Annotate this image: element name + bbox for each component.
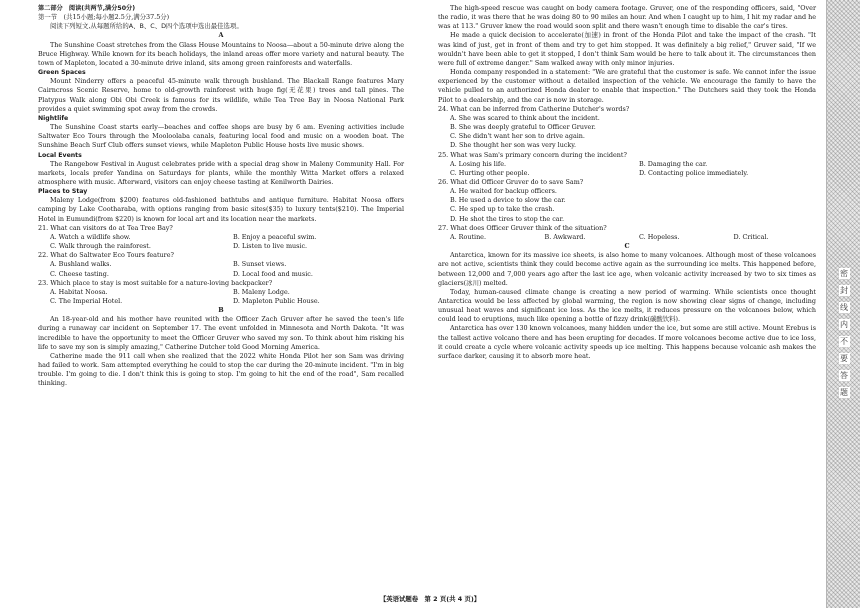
binding-char: 要 <box>840 354 848 363</box>
green-spaces-heading: Green Spaces <box>38 69 86 77</box>
passage-a-intro: The Sunshine Coast stretches from the Glass House Mountains to Noosa—about a 50-minute drive along the Bruce Highway. While known for its beach holidays, the inland areas offer more variety and natural beauty. The town of Mapleton, located a 30-minute drive inland, sits among green rainforests and waterfalls. <box>38 40 404 67</box>
places-to-stay-heading: Places to Stay <box>38 188 88 196</box>
places-to-stay-text: Maleny Lodge(from $200) features old-fashioned bathtubs and antique furniture. Habitat Noosa offers camping by Lake Cootharaba, with options ranging from basic sites($35) to luxury tents($210). The Imperial Hotel in Eumundi(from $220) is known for local art and its location near the markets. <box>38 196 404 223</box>
passage-b-paragraph-3: The high-speed rescue was caught on body camera footage. Gruver, one of the responding officers, said, "Over the radio, it was there that he was doing 80 to 90 miles an hour. And when I caught up to him, I hit my radar and he was at 113." Gruver knew the road would soon split and there wasn't enough time to disable the car's tires. <box>438 4 816 31</box>
question-stem: 25. What was Sam's primary concern during the incident? <box>438 150 627 159</box>
question-stem: 24. What can be inferred from Catherine Dutcher's words? <box>438 104 630 113</box>
option-a: A. Habitat Noosa. <box>50 287 108 296</box>
section-instruction: 阅读下列短文,从每题所给的A、B、C、D四个选项中选出最佳选项。 <box>50 22 243 31</box>
section-title: 第二部分 阅读(共两节,满分50分) <box>38 5 136 12</box>
option-c: C. Cheese tasting. <box>50 269 109 278</box>
passage-b-paragraph-4: He made a quick decision to accelerate(加速) in front of the Honda Pilot and take the impact of the crash. "It was kind of just, get in front of them and try to get him stopped. It was definitely a big relief," Gruver said, "If we wouldn't have been able to get it stopped, I don't think Sam would be here to talk about it. The circumstances then were full of extreme danger." Sam walked away with only minor injuries. <box>438 31 816 67</box>
option-a: A. Watch a wildlife show. <box>50 232 131 241</box>
question-27 <box>438 224 816 242</box>
passage-c-paragraph-3: Antarctica has over 130 known volcanoes, many hidden under the ice, but some are still active. Mount Erebus is the tallest active volcano there and has been erupting for decades. If more volcanoes become active due to ice loss, it could create a cycle where volcanic activity speeds up ice melting. This happens because volcanic ash makes the surface darker, causing it to absorb more heat. <box>438 324 816 360</box>
passage-c-paragraph-1: Antarctica, known for its massive ice sheets, is also home to many volcanoes. Although most of these volcanoes are not active, scientists think they could become active again as the surrounding ice melts. This happened before, between 12,000 and 7,000 years ago after the last ice age, when volcanic activity increased by two to six times as glaciers(冰川) melted. <box>438 251 816 287</box>
binding-char: 线 <box>840 303 848 312</box>
binding-char: 内 <box>840 320 848 329</box>
question-23 <box>38 279 404 306</box>
option-b: B. He used a device to slow the car. <box>450 196 566 205</box>
option-a: A. Losing his life. <box>450 159 507 168</box>
option-d: D. She thought her son was very lucky. <box>450 141 577 150</box>
option-c: C. She didn't want her son to drive again. <box>450 132 585 141</box>
question-stem: 27. What does Officer Gruver think of the situation? <box>438 223 607 232</box>
option-d: D. Contacting police immediately. <box>639 168 749 177</box>
passage-b-paragraph-5: Honda company responded in a statement: "We are grateful that the customer is safe. We cannot infer the issue experienced by the customer without a detailed inspection of the vehicle. We encourage the family to have the vehicle pulled to an authorized Honda dealer to enable that inspection." The Dutchers said they took the Honda Pilot to a dealership, and the car is now in storage. <box>438 68 816 104</box>
option-a: A. Bushland walks. <box>50 260 112 269</box>
option-b: B. Awkward. <box>544 232 586 241</box>
option-list <box>38 288 404 306</box>
question-26 <box>438 178 816 224</box>
binding-char: 不 <box>840 337 848 346</box>
local-events-text: The Rangebow Festival in August celebrates pride with a special drag show in Maleny Community Hall. For markets, locals prefer Yandina on Saturdays for plants, while the monthly Witta Market offers a relaxed atmosphere with music. Afterward, visitors can enjoy cheese tasting at Kenilworth Dairies. <box>38 159 404 186</box>
binding-char: 答 <box>840 371 848 380</box>
option-c: C. Walk through the rainforest. <box>50 242 151 251</box>
passage-b-paragraph-2: Catherine made the 911 call when she realized that the 2022 white Honda Pilot her son Sam was driving had failed to work. Sam attempted everything he could to stop the car during the 20-minute incident. "I'm in big trouble. I'm going to die. I don't think this is going to stop. I'm going to hit the end of the road", Sam recalled thinking. <box>38 351 404 388</box>
nightlife-text: The Sunshine Coast starts early—beaches and coffee shops are busy by 6 am. Evening activities include Saltwater Eco Tours through the Mooloolaba canals, featuring local food and music on a wooden boat. The Sunshine Beach Surf Club offers sunset views, while Mapleton Public House hosts live music shows. <box>38 123 404 150</box>
option-c: C. He sped up to take the crash. <box>450 205 555 214</box>
option-d: D. Listen to live music. <box>233 242 308 251</box>
option-list <box>438 114 816 151</box>
option-a: A. Routine. <box>450 232 486 241</box>
page-footer: 【英语试题卷 第 2 页(共 4 页)】 <box>379 595 481 603</box>
option-list <box>38 233 404 251</box>
question-stem: 21. What can visitors do at Tea Tree Bay? <box>38 223 173 232</box>
option-b: B. Sunset views. <box>233 260 287 269</box>
question-stem: 26. What did Officer Gruver do to save Sam? <box>438 177 584 186</box>
left-column <box>38 4 404 389</box>
question-stem: 22. What do Saltwater Eco Tours feature? <box>38 251 174 260</box>
question-stem: 23. Which place to stay is most suitable for a nature-loving backpacker? <box>38 278 273 287</box>
binding-label <box>830 268 858 398</box>
binding-strip <box>826 0 860 608</box>
option-d: D. Mapleton Public House. <box>233 297 320 305</box>
binding-char: 封 <box>840 286 848 295</box>
option-list <box>438 160 816 178</box>
option-list <box>38 260 404 278</box>
option-c: C. The Imperial Hotel. <box>50 297 123 305</box>
passage-c-paragraph-2: Today, human-caused climate change is creating a new period of warming. While scientists once thought Antarctica would be less affected by global warming, the region is now showing clear signs of change, including unusual heat waves and significant ice loss. As the ice melts, it reduces pressure on the volcanoes below, which could lead to eruptions, much like opening a bottle of fizzy drink(碳酸饮料). <box>438 287 816 324</box>
option-list <box>438 233 816 242</box>
part-one-heading: 第一节 (共15小题;每小题2.5分,满分37.5分) <box>38 13 170 22</box>
local-events-heading: Local Events <box>38 151 82 159</box>
option-a: A. He waited for backup officers. <box>450 187 557 196</box>
option-c: C. Hurting other people. <box>450 168 530 177</box>
passage-b-letter: B <box>218 306 224 315</box>
binding-char: 题 <box>840 388 848 397</box>
question-25 <box>438 151 816 178</box>
passage-b-paragraph-1: An 18-year-old and his mother have reunited with the Officer Zach Gruver after he saved the teen's life during a runaway car incident on September 17. The event unfolded in Minnesota and North Dakota. "It was incredible to have the opportunity to meet the Officer Gruver who saved my son. To think about him risking his life to save my son is simply amazing," Catherine Dutcher told Good Morning America. <box>38 315 404 351</box>
option-d: D. Critical. <box>733 232 769 241</box>
binding-char: 密 <box>840 269 848 278</box>
option-d: D. Local food and music. <box>233 269 313 278</box>
option-b: B. Damaging the car. <box>639 159 708 168</box>
nightlife-heading: Nightlife <box>38 114 69 122</box>
option-c: C. Hopeless. <box>639 232 680 241</box>
option-b: B. Maleny Lodge. <box>233 287 290 296</box>
option-b: B. She was deeply grateful to Officer Gruver. <box>450 123 596 132</box>
green-spaces-text: Mount Ninderry offers a peaceful 45-minute walk through bushland. The Blackall Range features Mary Cairncross Scenic Reserve, home to old-growth rainforest with huge fig(无花果) trees and tall pines. The Platypus Walk along Obi Obi Creek is famous for its wildlife, while Tea Tree Bay in Noosa National Park provides a quiet swimming spot away from the crowds. <box>38 77 404 113</box>
option-a: A. She was scared to think about the incident. <box>450 113 600 122</box>
right-column <box>438 4 816 361</box>
question-22 <box>38 251 404 278</box>
question-24 <box>438 105 816 151</box>
option-list <box>438 187 816 224</box>
option-b: B. Enjoy a peaceful swim. <box>233 232 317 241</box>
passage-a-letter: A <box>218 31 224 40</box>
passage-c-letter: C <box>624 242 630 251</box>
option-d: D. He shot the tires to stop the car. <box>450 214 564 223</box>
question-21 <box>38 224 404 251</box>
